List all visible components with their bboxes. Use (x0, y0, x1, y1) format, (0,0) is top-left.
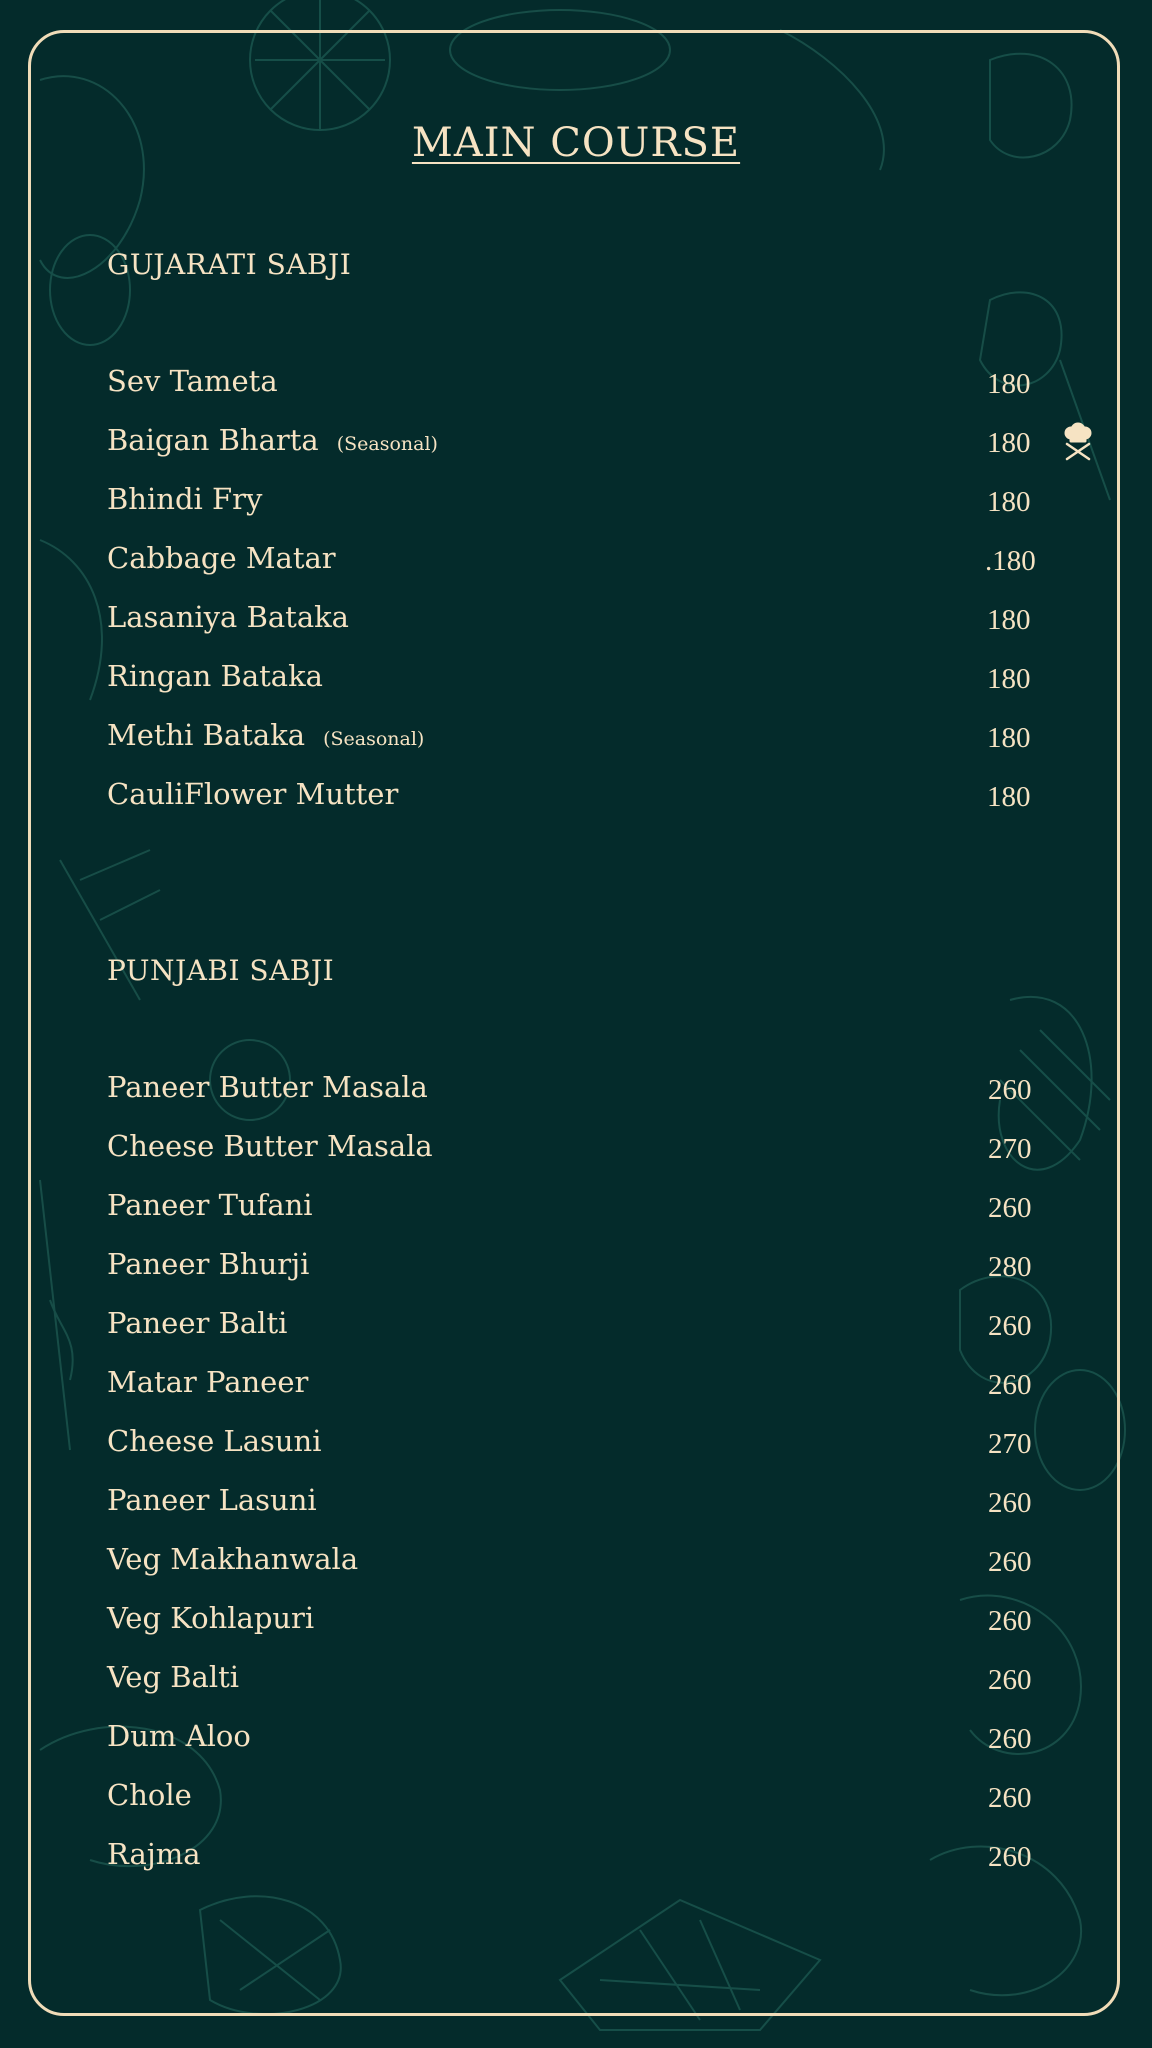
item-name: Dum Aloo (107, 1719, 251, 1753)
item-price: 180 (987, 604, 1031, 636)
item-price: 180 (987, 427, 1031, 459)
item-price: .180 (985, 545, 1036, 577)
menu-item (107, 718, 1047, 758)
item-price: 280 (988, 1251, 1032, 1283)
item-price: 270 (988, 1428, 1032, 1460)
item-price: 180 (987, 781, 1031, 813)
item-name: Cheese Butter Masala (107, 1129, 433, 1163)
menu-item (107, 777, 1047, 817)
menu-item (107, 1719, 1047, 1759)
item-price: 180 (987, 722, 1031, 754)
menu-item (107, 1660, 1047, 1700)
item-name: Methi Bataka (Seasonal) (107, 718, 425, 752)
item-price: 260 (988, 1782, 1032, 1814)
item-name: Veg Kohlapuri (107, 1601, 315, 1635)
item-name: Lasaniya Bataka (107, 600, 349, 634)
item-name: Paneer Balti (107, 1306, 288, 1340)
item-price: 260 (988, 1487, 1032, 1519)
item-name: Chole (107, 1778, 192, 1812)
chef-hat-icon (1058, 422, 1098, 462)
item-name: Paneer Lasuni (107, 1483, 317, 1517)
item-price: 260 (988, 1546, 1032, 1578)
item-price: 260 (988, 1723, 1032, 1755)
seasonal-note: (Seasonal) (323, 728, 425, 750)
item-price: 260 (988, 1664, 1032, 1696)
menu-item (107, 1188, 1047, 1228)
item-name: Paneer Bhurji (107, 1247, 310, 1281)
item-name: Cabbage Matar (107, 541, 336, 575)
menu-item (107, 1542, 1047, 1582)
menu-item (107, 1424, 1047, 1464)
menu-item (107, 482, 1047, 522)
page-title: MAIN COURSE (411, 120, 741, 166)
menu-item (107, 1306, 1047, 1346)
menu-item (107, 1129, 1047, 1169)
item-price: 180 (987, 368, 1031, 400)
item-price: 260 (988, 1192, 1032, 1224)
item-price: 260 (988, 1074, 1032, 1106)
item-name: Sev Tameta (107, 364, 278, 398)
seasonal-note: (Seasonal) (336, 433, 438, 455)
section-title-punjabi: PUNJABI SABJI (107, 954, 335, 987)
item-name: CauliFlower Mutter (107, 777, 399, 811)
menu-item (107, 1483, 1047, 1523)
menu-item (107, 1365, 1047, 1405)
item-name: Veg Balti (107, 1660, 240, 1694)
menu-item (107, 659, 1047, 699)
item-price: 260 (988, 1369, 1032, 1401)
item-price: 180 (987, 663, 1031, 695)
item-name: Baigan Bharta (Seasonal) (107, 423, 438, 457)
item-price: 260 (988, 1310, 1032, 1342)
item-price: 270 (988, 1133, 1032, 1165)
menu-item (107, 541, 1047, 581)
menu-item (107, 364, 1047, 404)
item-price: 180 (987, 486, 1031, 518)
item-name: Rajma (107, 1837, 201, 1871)
item-name: Bhindi Fry (107, 482, 263, 516)
section-title-gujarati: GUJARATI SABJI (107, 248, 352, 281)
item-price: 260 (988, 1605, 1032, 1637)
item-name: Paneer Tufani (107, 1188, 313, 1222)
menu-item (107, 1601, 1047, 1641)
menu-item (107, 1247, 1047, 1287)
item-name: Paneer Butter Masala (107, 1070, 428, 1104)
item-name: Cheese Lasuni (107, 1424, 322, 1458)
menu-item (107, 1070, 1047, 1110)
item-name: Matar Paneer (107, 1365, 309, 1399)
menu-item (107, 600, 1047, 640)
item-name: Veg Makhanwala (107, 1542, 359, 1576)
item-price: 260 (988, 1841, 1032, 1873)
menu-item (107, 1778, 1047, 1818)
menu-item (107, 423, 1047, 463)
menu-item (107, 1837, 1047, 1877)
item-name: Ringan Bataka (107, 659, 323, 693)
